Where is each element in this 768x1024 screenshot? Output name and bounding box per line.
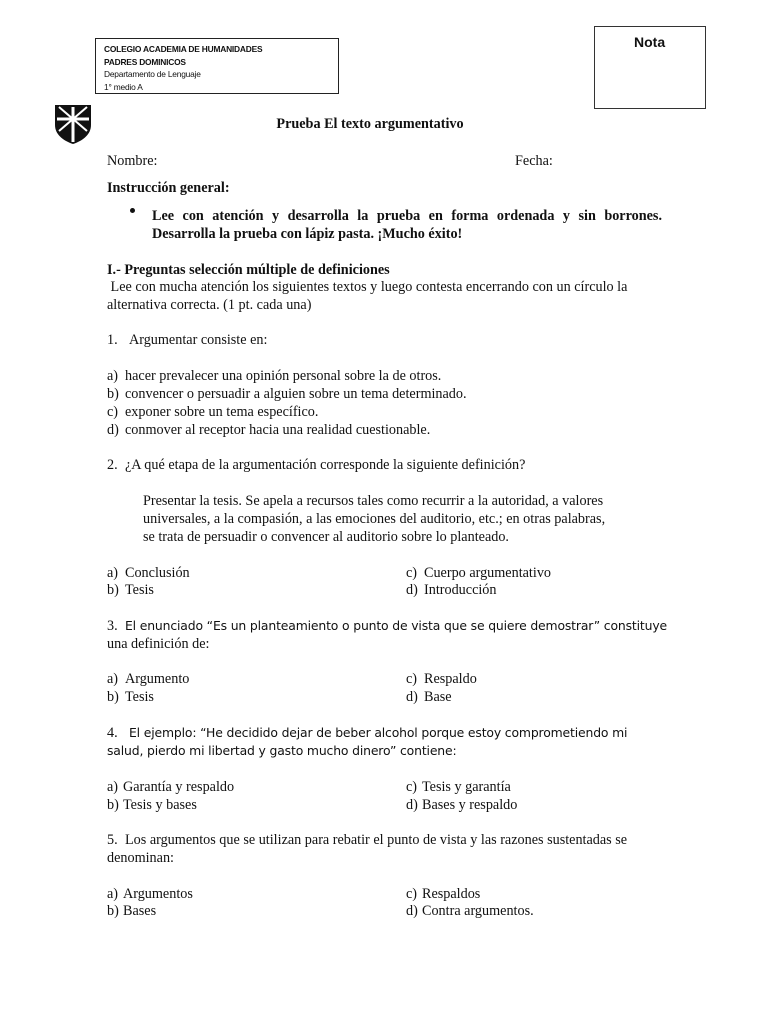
option-text[interactable]: Introducción (424, 582, 497, 598)
option-letter[interactable]: b) (107, 797, 119, 813)
option-letter[interactable]: c) (406, 779, 418, 795)
option-text[interactable]: Tesis y bases (123, 797, 197, 813)
grade-box-label: Nota (634, 34, 666, 50)
option-text[interactable]: conmover al receptor hacia una realidad cuestionable. (125, 422, 431, 438)
option-letter[interactable]: d) (406, 797, 418, 813)
section-heading: I.- Preguntas selección múltiple de definiciones (107, 262, 390, 278)
option-text[interactable]: Bases (123, 903, 157, 919)
section-intro-line-1: Lee con mucha atención los siguientes textos y luego contesta encerrando con un círculo la (107, 279, 628, 295)
question-text-line-2: denominan: (107, 850, 174, 866)
question-text-line-1: El enunciado “Es un planteamiento o punto de vista que se quiere demostrar” constituye (125, 618, 667, 633)
option-letter[interactable]: a) (107, 779, 119, 795)
question-text: Argumentar consiste en: (129, 332, 268, 348)
option-text[interactable]: Garantía y respaldo (123, 779, 235, 795)
instructions-bullet-line-1: Lee con atención y desarrolla la prueba en forma ordenada y sin borrones. (152, 208, 662, 224)
question-number: 1. (107, 332, 118, 348)
option-letter[interactable]: c) (406, 886, 418, 902)
name-field-label: Nombre: (107, 153, 158, 169)
option-text[interactable]: Tesis y garantía (422, 779, 511, 795)
date-field-label: Fecha: (515, 153, 553, 169)
question-text-line-1: Los argumentos que se utilizan para rebatir el punto de vista y las razones sustentadas se (125, 832, 628, 848)
grade-box (594, 26, 706, 109)
option-text[interactable]: Argumentos (123, 886, 193, 902)
instructions-bullet-line-2: Desarrolla la prueba con lápiz pasta. ¡Mucho éxito! (152, 226, 463, 242)
option-text[interactable]: Tesis (125, 689, 154, 705)
option-text[interactable]: Respaldo (424, 671, 477, 687)
option-letter[interactable]: d) (406, 903, 418, 919)
option-letter[interactable]: c) (406, 565, 418, 581)
option-text[interactable]: Conclusión (125, 565, 190, 581)
option-text[interactable]: Respaldos (422, 886, 481, 902)
option-letter[interactable]: b) (107, 903, 119, 919)
option-text[interactable]: exponer sobre un tema específico. (125, 404, 319, 420)
option-text[interactable]: Bases y respaldo (422, 797, 518, 813)
question-number: 5. (107, 832, 118, 848)
definition-quote-line-2: universales, a la compasión, a las emociones del auditorio, etc.; en otras palabras, (143, 511, 606, 527)
option-letter[interactable]: b) (107, 386, 119, 402)
school-order: PADRES DOMINICOS (104, 56, 186, 67)
option-text[interactable]: convencer o persuadir a alguien sobre un tema determinado. (125, 386, 467, 402)
option-text[interactable]: hacer prevalecer una opinión personal sobre la de otros. (125, 368, 442, 384)
option-letter[interactable]: b) (107, 582, 119, 598)
instructions-heading: Instrucción general: (107, 180, 230, 196)
option-letter[interactable]: d) (406, 582, 418, 598)
definition-quote-line-3: se trata de persuadir o convencer al auditorio sobre lo planteado. (143, 529, 509, 545)
page-title: Prueba El texto argumentativo (276, 116, 464, 132)
school-name: COLEGIO ACADEMIA DE HUMANIDADES (104, 44, 263, 54)
option-letter[interactable]: c) (107, 404, 119, 420)
option-letter[interactable]: a) (107, 886, 119, 902)
definition-quote-line-1: Presentar la tesis. Se apela a recursos tales como recurrir a la autoridad, a valores (143, 493, 604, 509)
option-text[interactable]: Base (424, 689, 452, 705)
question-text-line-2: una definición de: (107, 636, 210, 652)
option-letter[interactable]: d) (406, 689, 418, 705)
option-letter[interactable]: c) (406, 671, 418, 687)
question-text: ¿A qué etapa de la argumentación corresponde la siguiente definición? (125, 457, 526, 473)
option-letter[interactable]: d) (107, 422, 119, 438)
department-label: Departamento de Lenguaje (104, 69, 201, 80)
option-letter[interactable]: a) (107, 368, 119, 384)
question-text-line-1: El ejemplo: “He decidido dejar de beber alcohol porque estoy comprometiendo mi (129, 725, 628, 740)
option-letter[interactable]: a) (107, 565, 119, 581)
bullet-icon (130, 208, 135, 213)
option-text[interactable]: Cuerpo argumentativo (424, 565, 552, 581)
question-number: 3. (107, 618, 118, 634)
grade-label: 1° medio A (104, 81, 143, 92)
option-text[interactable]: Contra argumentos. (422, 903, 534, 919)
question-text-line-2: salud, pierdo mi libertad y gasto mucho dinero” contiene: (107, 743, 457, 758)
option-letter[interactable]: b) (107, 689, 119, 705)
section-intro-line-2: alternativa correcta. (1 pt. cada una) (107, 297, 312, 313)
option-letter[interactable]: a) (107, 671, 119, 687)
option-text[interactable]: Tesis (125, 582, 154, 598)
question-number: 2. (107, 457, 118, 473)
school-header-box (95, 38, 339, 94)
option-text[interactable]: Argumento (125, 671, 190, 687)
question-number: 4. (107, 725, 118, 741)
